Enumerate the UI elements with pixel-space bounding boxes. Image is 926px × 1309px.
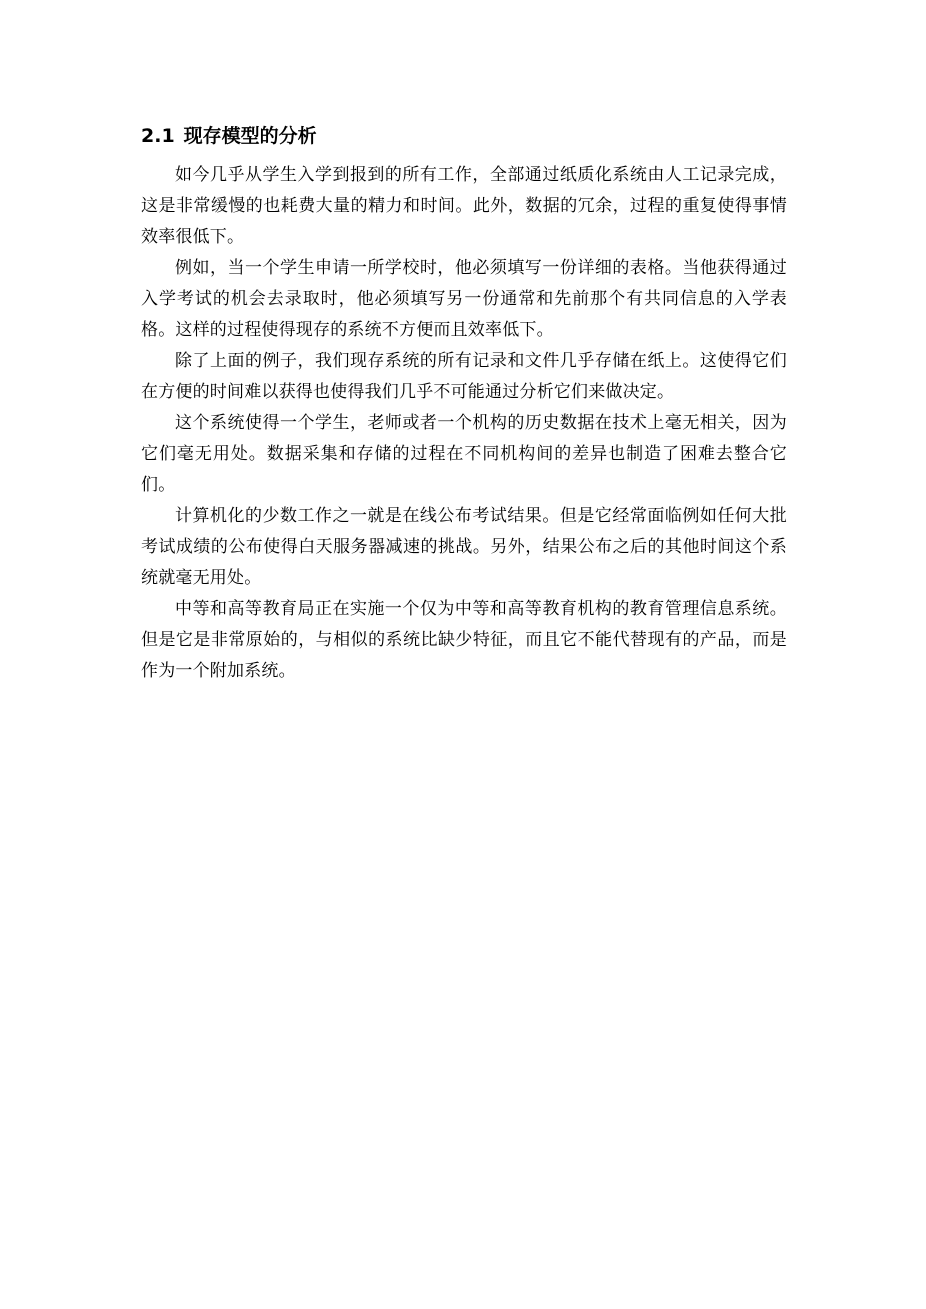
document-body [141,118,787,687]
paragraph-2: 例如，当一个学生申请一所学校时，他必须填写一份详细的表格。当他获得通过入学考试的机会去录取时，他必须填写另一份通常和先前那个有共同信息的入学表格。这样的过程使得现存的系统不方便而且效率低下。 [141,258,787,340]
paragraph-1: 如今几乎从学生入学到报到的所有工作，全部通过纸质化系统由人工记录完成，这是非常缓慢的也耗费大量的精力和时间。此外，数据的冗余，过程的重复使得事情效率很低下。 [141,165,787,247]
paragraph-6: 中等和高等教育局正在实施一个仅为中等和高等教育机构的教育管理信息系统。但是它是非常原始的，与相似的系统比缺少特征，而且它不能代替现有的产品，而是作为一个附加系统。 [141,599,787,681]
section-number: 2.1 [141,125,175,147]
paragraph-3: 除了上面的例子，我们现存系统的所有记录和文件几乎存储在纸上。这使得它们在方便的时间难以获得也使得我们几乎不可能通过分析它们来做决定。 [141,351,787,402]
paragraph-4: 这个系统使得一个学生，老师或者一个机构的历史数据在技术上毫无相关，因为它们毫无用处。数据采集和存储的过程在不同机构间的差异也制造了困难去整合它们。 [141,413,787,495]
section-title: 现存模型的分析 [183,125,317,147]
section-heading [141,118,787,154]
paragraph-5: 计算机化的少数工作之一就是在线公布考试结果。但是它经常面临例如任何大批考试成绩的公布使得白天服务器减速的挑战。另外，结果公布之后的其他时间这个系统就毫无用处。 [141,506,787,588]
